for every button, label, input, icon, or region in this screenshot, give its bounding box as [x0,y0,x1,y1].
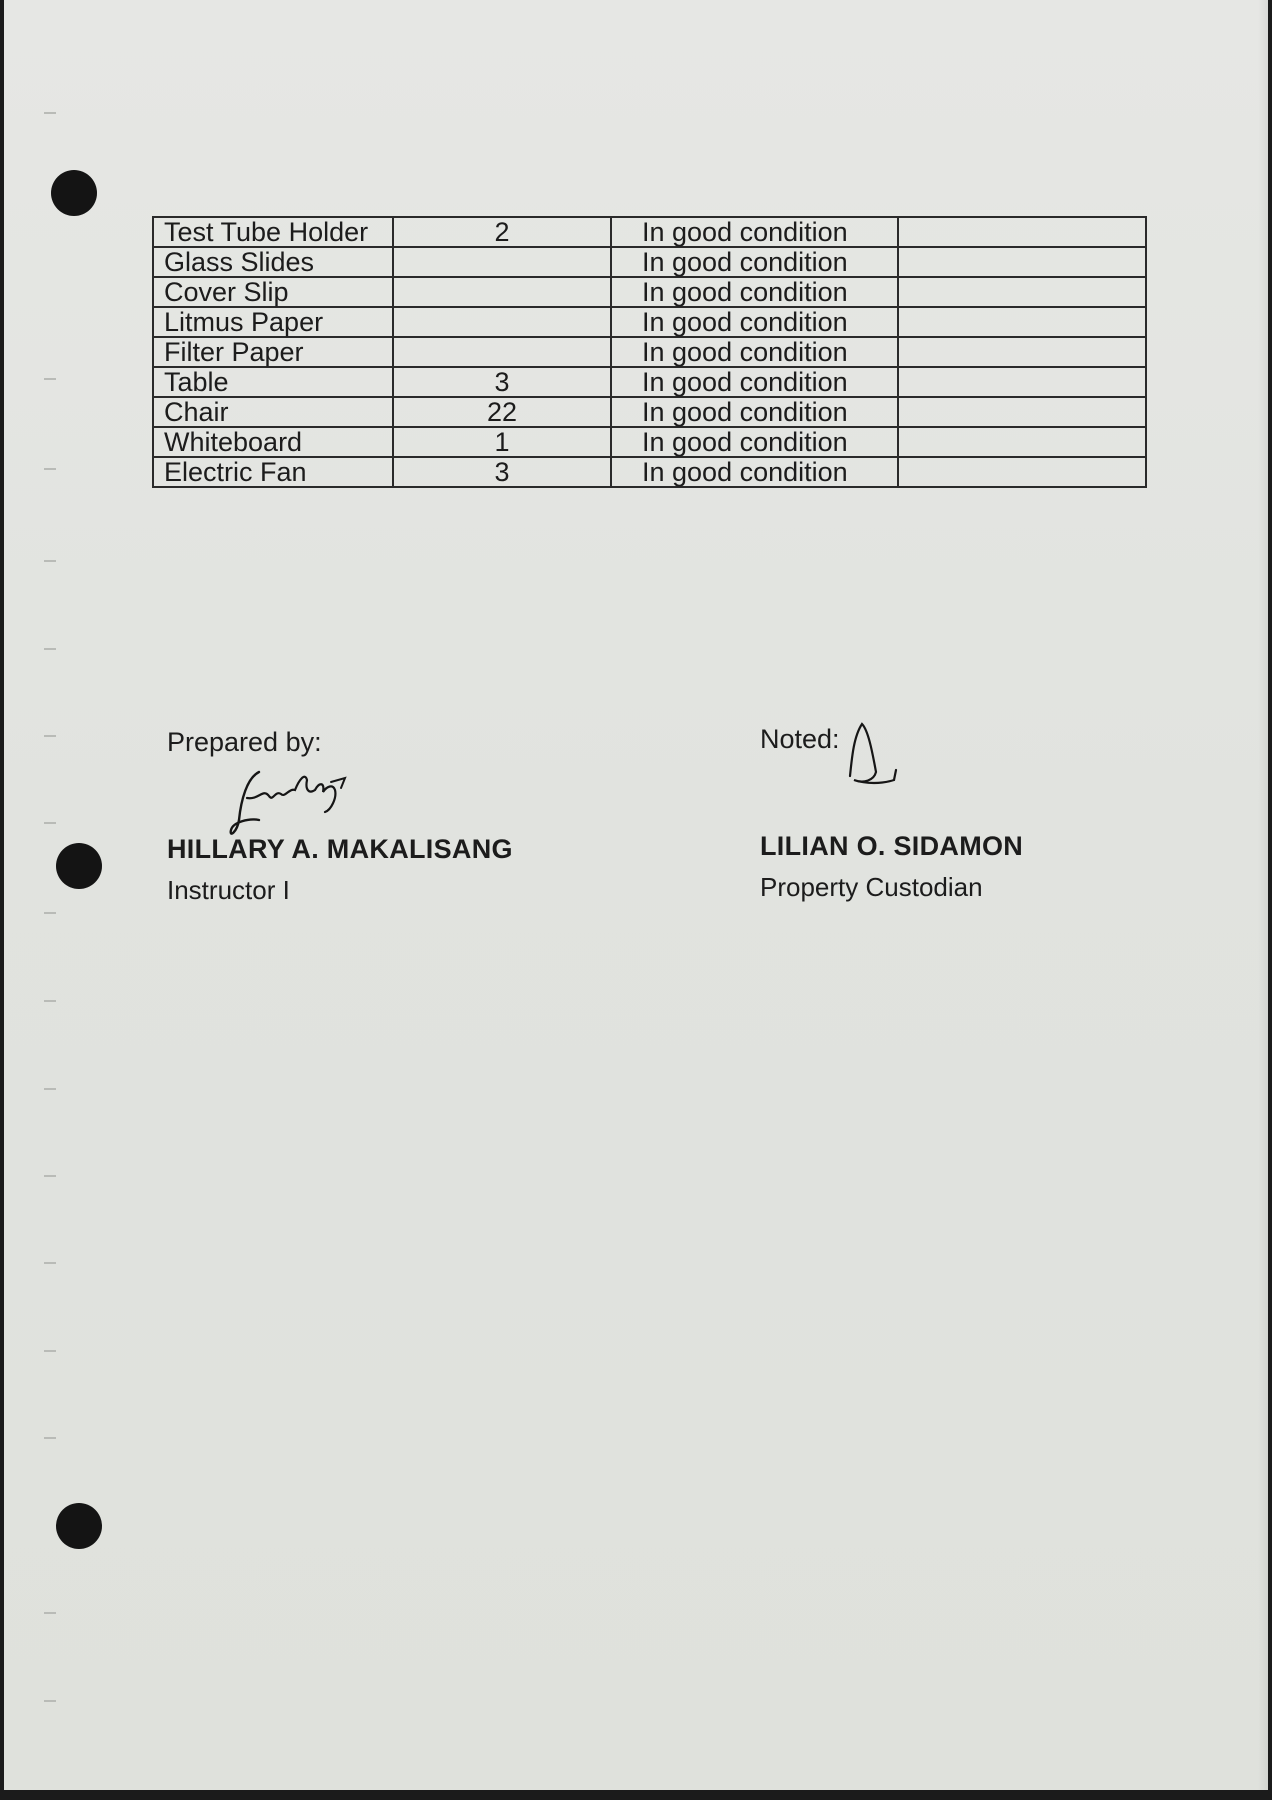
condition-cell: In good condition [611,427,898,457]
remarks-cell [898,217,1146,247]
condition-cell: In good condition [611,247,898,277]
margin-mark [44,912,56,914]
quantity-cell [393,307,611,337]
condition-cell: In good condition [611,337,898,367]
noted-by-name: LILIAN O. SIDAMON [760,831,1024,861]
margin-mark [44,1437,56,1439]
margin-mark [44,648,56,650]
noted-by-label: Noted: [760,724,840,754]
margin-mark [44,1700,56,1702]
margin-mark [44,378,56,380]
quantity-cell: 3 [393,367,611,397]
remarks-cell [898,337,1146,367]
condition-cell: In good condition [611,277,898,307]
item-cell: Cover Slip [153,277,393,307]
item-cell: Litmus Paper [153,307,393,337]
margin-mark [44,112,56,114]
remarks-cell [898,247,1146,277]
prepared-by-name-block [167,834,513,906]
margin-mark [44,560,56,562]
prepared-by-block [167,727,322,758]
punch-hole [51,170,97,216]
prepared-by-label: Prepared by: [167,727,322,757]
table-row [153,427,1146,457]
table-row [153,217,1146,247]
noted-by-title: Property Custodian [760,872,983,902]
margin-mark [44,1175,56,1177]
table-row [153,337,1146,367]
table-row [153,397,1146,427]
page-edge-shadow [1258,0,1268,1790]
inventory-table [152,216,1147,488]
condition-cell: In good condition [611,307,898,337]
table-row [153,307,1146,337]
remarks-cell [898,307,1146,337]
table-row [153,367,1146,397]
remarks-cell [898,367,1146,397]
prepared-by-name: HILLARY A. MAKALISANG [167,834,513,864]
prepared-by-signature [219,760,369,840]
quantity-cell: 3 [393,457,611,487]
document-page [4,0,1268,1790]
margin-mark [44,1262,56,1264]
condition-cell: In good condition [611,217,898,247]
margin-mark [44,468,56,470]
item-cell: Table [153,367,393,397]
remarks-cell [898,457,1146,487]
prepared-by-title: Instructor I [167,875,290,905]
remarks-cell [898,427,1146,457]
item-cell: Glass Slides [153,247,393,277]
quantity-cell: 1 [393,427,611,457]
item-cell: Electric Fan [153,457,393,487]
condition-cell: In good condition [611,397,898,427]
noted-by-signature [842,716,922,792]
margin-mark [44,1088,56,1090]
table-row [153,277,1146,307]
quantity-cell: 22 [393,397,611,427]
quantity-cell [393,337,611,367]
punch-hole [56,1503,102,1549]
quantity-cell [393,277,611,307]
margin-mark [44,822,56,824]
table-row [153,457,1146,487]
item-cell: Chair [153,397,393,427]
noted-by-name-block [760,831,1023,903]
condition-cell: In good condition [611,367,898,397]
margin-mark [44,735,56,737]
punch-hole [56,843,102,889]
condition-cell: In good condition [611,457,898,487]
item-cell: Test Tube Holder [153,217,393,247]
table-row [153,247,1146,277]
margin-mark [44,1000,56,1002]
noted-by-block [760,724,840,755]
item-cell: Filter Paper [153,337,393,367]
item-cell: Whiteboard [153,427,393,457]
margin-mark [44,1612,56,1614]
quantity-cell [393,247,611,277]
margin-mark [44,1350,56,1352]
remarks-cell [898,277,1146,307]
remarks-cell [898,397,1146,427]
quantity-cell: 2 [393,217,611,247]
